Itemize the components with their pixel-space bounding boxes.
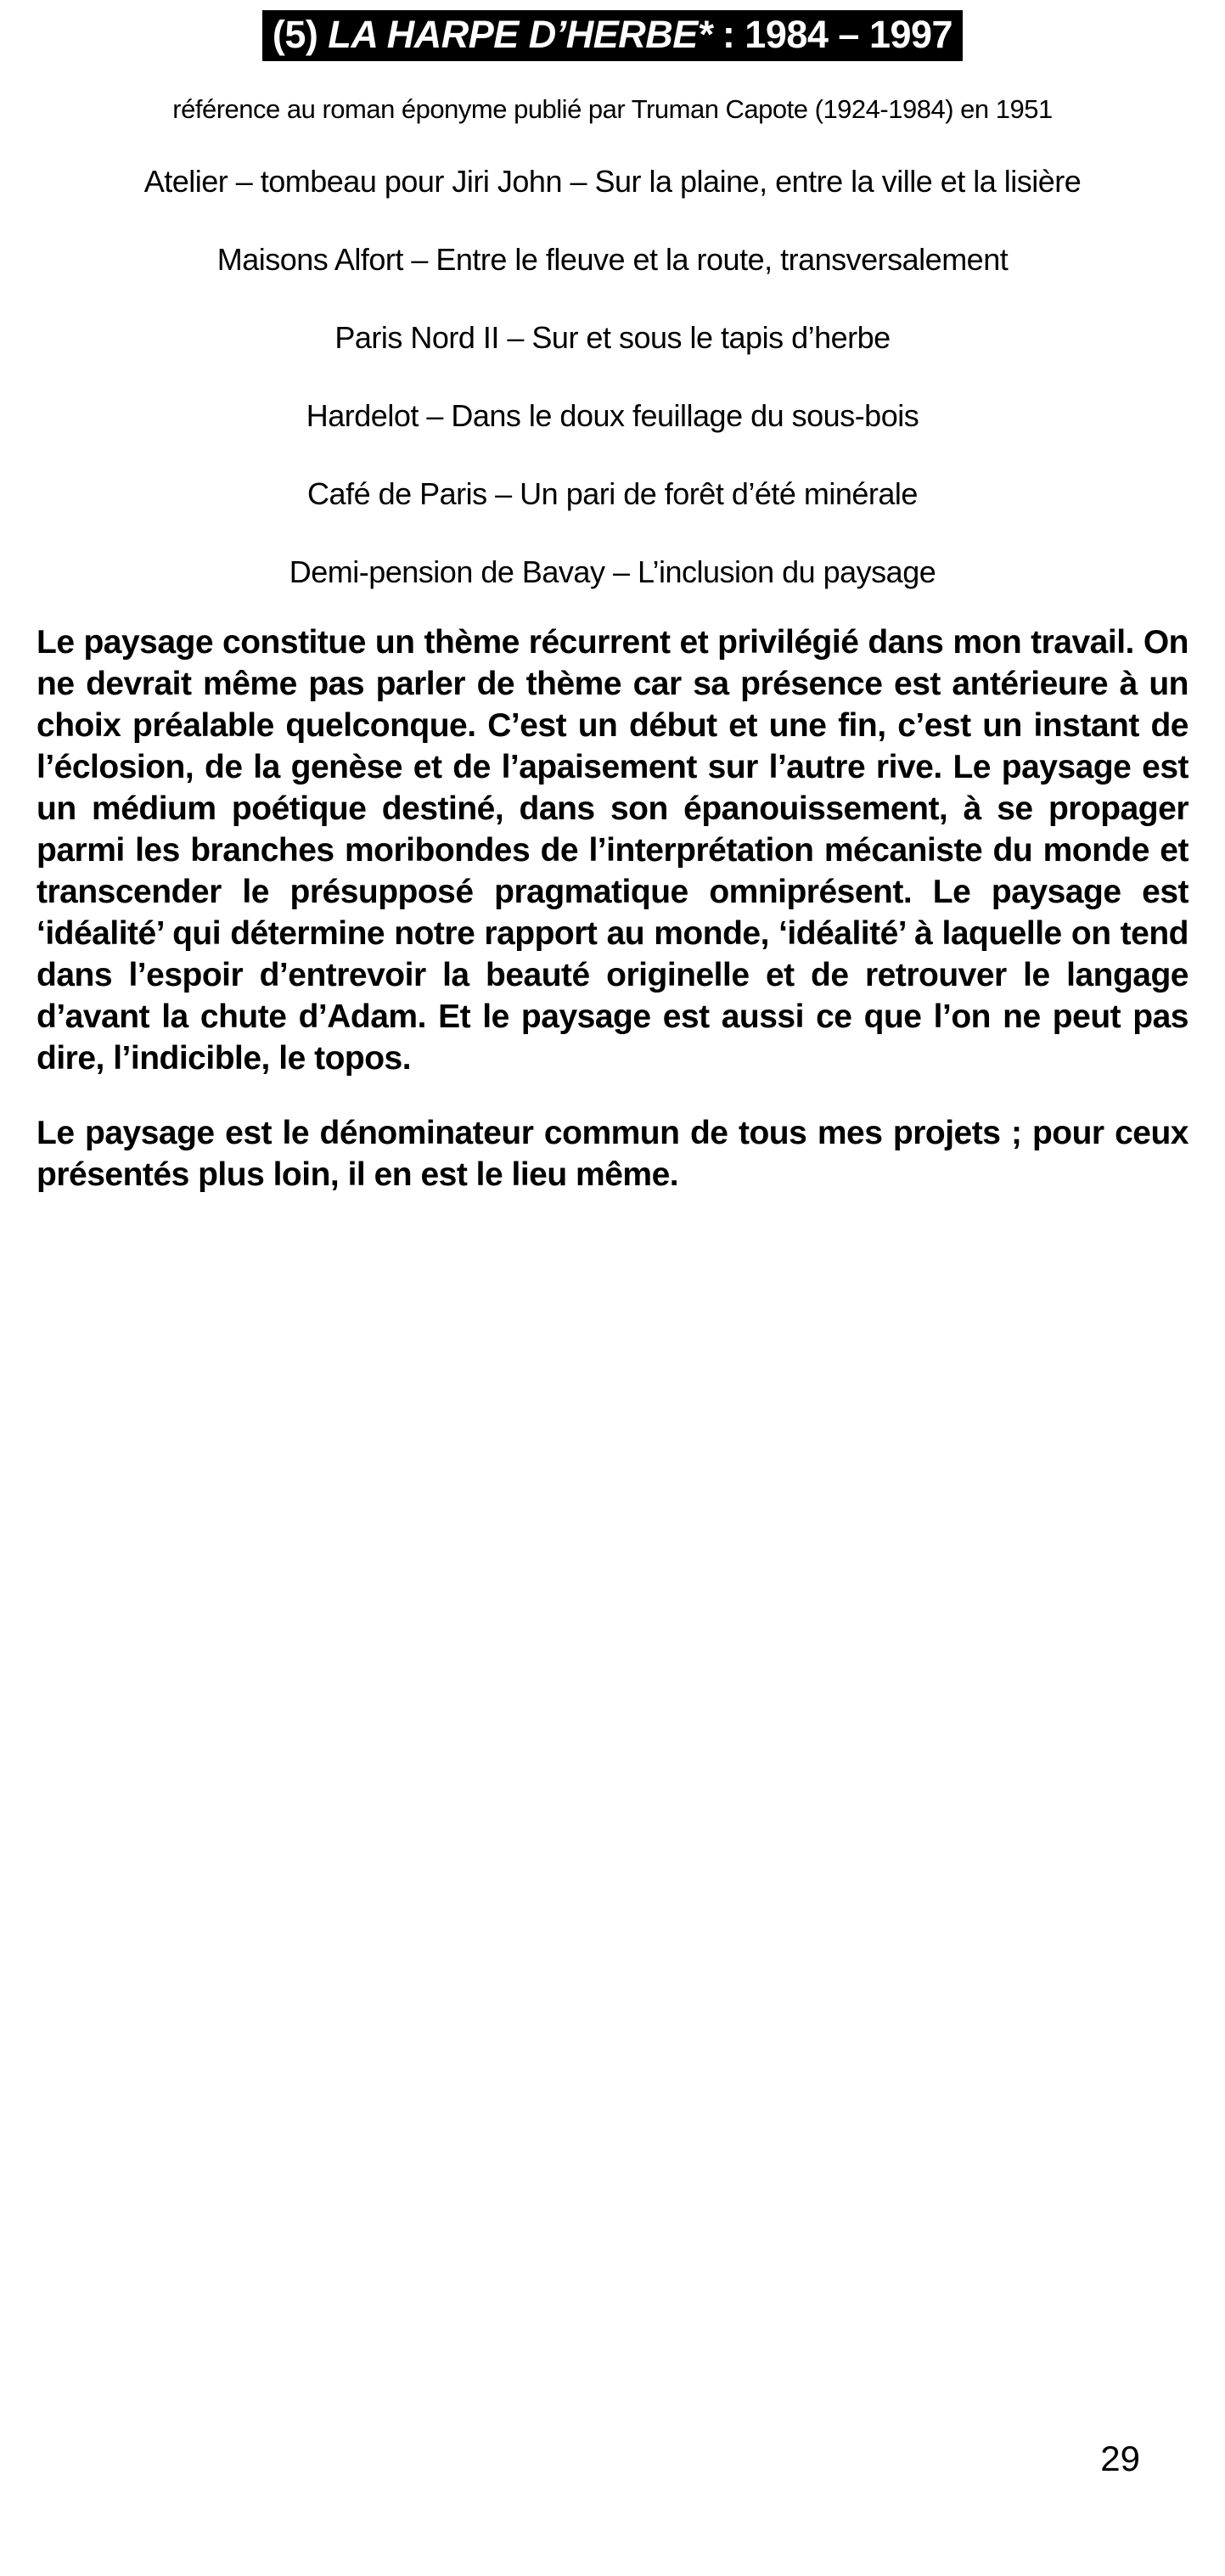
project-list	[37, 160, 1188, 594]
paragraph-le-paysage-theme: Le paysage constitue un thème récurrent et privilégié dans mon travail. On ne devrait même pas parler de thème car sa présence est antérieure à un choix préalable quelconque. C’est un début et une fin, c’est un instant de l’éclosion, de la genèse et de l’apaisement sur l’autre rive. Le paysage est un médium poétique destiné, dans son épanouissement, à se propager parmi les branches moribondes de l’interprétation mécaniste du monde et transcender le présupposé pragmatique omniprésent. Le paysage est ‘idéalité’ qui détermine notre rapport au monde, ‘idéalité’ à laquelle on tend dans l’espoir d’entrevoir la beauté originelle et de retrouver le langage d’avant la chute d’Adam. Et le paysage est aussi ce que l’on ne peut pas dire, l’indicible, le topos.	[37, 624, 1188, 1077]
title-banner-wrap	[37, 0, 1188, 61]
project-item-paris-nord: Paris Nord II – Sur et sous le tapis d’herbe	[334, 320, 891, 355]
section-number: (5)	[272, 13, 329, 56]
project-item-cafe-de-paris: Café de Paris – Un pari de forêt d’été minérale	[307, 476, 918, 511]
page-number: 29	[1100, 2438, 1140, 2478]
reference-note: référence au roman éponyme publié par Truman Capote (1924-1984) en 1951	[172, 94, 1053, 124]
project-item-maisons-alfort: Maisons Alfort – Entre le fleuve et la route, transversalement	[216, 242, 1009, 277]
project-item-hardelot: Hardelot – Dans le doux feuillage du sous-bois	[306, 398, 919, 433]
section-title-years: : 1984 – 1997	[711, 13, 953, 56]
project-item-atelier: Atelier – tombeau pour Jiri John – Sur la plaine, entre la ville et la lisière	[143, 164, 1082, 199]
project-item-demi-pension: Demi-pension de Bavay – L’inclusion du paysage	[289, 554, 936, 589]
section-title-banner	[262, 10, 963, 61]
section-title-main: LA HARPE D’HERBE*	[328, 13, 712, 56]
paragraph-denominateur-commun: Le paysage est le dénominateur commun de tous mes projets ; pour ceux présentés plus loin, il en est le lieu même.	[37, 1115, 1188, 1193]
